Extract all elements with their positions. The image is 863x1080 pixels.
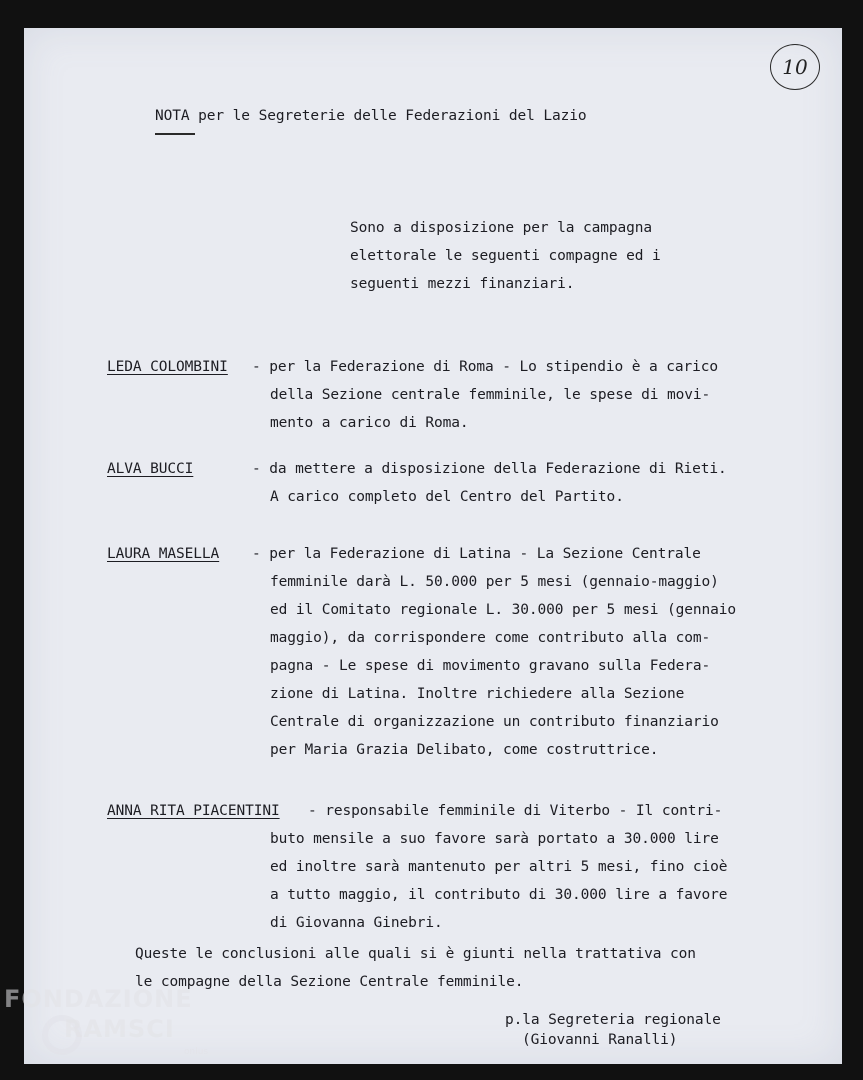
entry-line: ed inoltre sarà mantenuto per altri 5 mesi, fino cioè (270, 859, 728, 875)
signature-name: (Giovanni Ranalli) (522, 1032, 678, 1048)
entry-line: di Giovanna Ginebri. (270, 915, 443, 931)
signature-line: p.la Segreteria regionale (505, 1012, 721, 1028)
entry-line: - responsabile femminile di Viterbo - Il contri- (308, 803, 723, 819)
entry-name: ALVA BUCCI (107, 461, 194, 477)
page-number: 10 (782, 55, 808, 79)
entry-line: femminile darà L. 50.000 per 5 mesi (gennaio-maggio) (270, 574, 719, 590)
entry-line: della Sezione centrale femminile, le spese di movi- (270, 387, 711, 403)
entry-line: per Maria Grazia Delibato, come costruttrice. (270, 742, 659, 758)
entry-line: buto mensile a suo favore sarà portato a 30.000 lire (270, 831, 719, 847)
entry-name: LAURA MASELLA (107, 546, 220, 562)
entry-line: ed il Comitato regionale L. 30.000 per 5 mesi (gennaio (270, 602, 737, 618)
intro-line: seguenti mezzi finanziari. (350, 276, 575, 292)
watermark-line2: RAMSCI (64, 1015, 175, 1043)
watermark-line3: onlus (184, 1047, 209, 1057)
conclusion-line: Queste le conclusioni alle quali si è giunti nella trattativa con (135, 946, 696, 962)
entry-line: mento a carico di Roma. (270, 415, 469, 431)
entry-line: - per la Federazione di Roma - Lo stipendio è a carico (252, 359, 719, 375)
entry-name: LEDA COLOMBINI (107, 359, 228, 375)
archive-watermark (4, 985, 264, 1075)
entry-line: zione di Latina. Inoltre richiedere alla Sezione (270, 686, 685, 702)
document-title (155, 102, 587, 130)
entry-line: a tutto maggio, il contributo di 30.000 lire a favore (270, 887, 728, 903)
conclusion-line: le compagne della Sezione Centrale femminile. (135, 974, 524, 990)
intro-line: elettorale le seguenti compagne ed i (350, 248, 661, 264)
entry-line: A carico completo del Centro del Partito. (270, 489, 624, 505)
title-prefix: NOTA (155, 108, 190, 124)
page-number-stamp (770, 44, 820, 90)
title-underline (155, 133, 195, 135)
entry-line: - da mettere a disposizione della Federazione di Rieti. (252, 461, 727, 477)
entry-line: pagna - Le spese di movimento gravano sulla Federa- (270, 658, 711, 674)
entry-line: maggio), da corrispondere come contributo alla com- (270, 630, 711, 646)
entry-line: Centrale di organizzazione un contributo finanziario (270, 714, 719, 730)
entry-line: - per la Federazione di Latina - La Sezione Centrale (252, 546, 701, 562)
title-rest: per le Segreterie delle Federazioni del Lazio (189, 108, 587, 124)
entry-name: ANNA RITA PIACENTINI (107, 803, 280, 819)
intro-line: Sono a disposizione per la campagna (350, 220, 653, 236)
watermark-line1: FONDAZIONE (4, 985, 193, 1013)
